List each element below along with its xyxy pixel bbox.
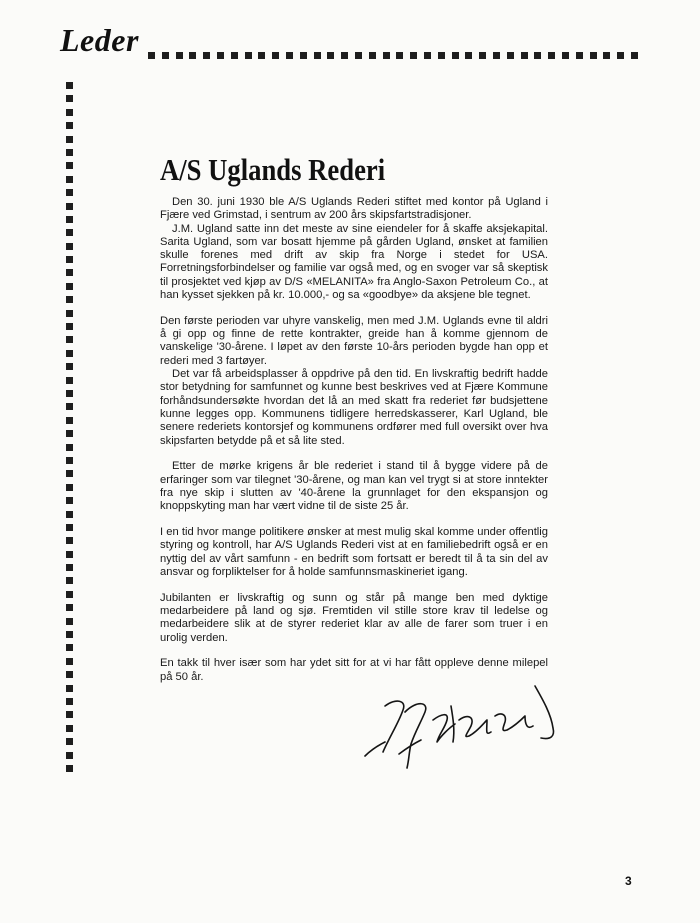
border-square xyxy=(562,52,569,59)
border-square xyxy=(66,725,73,732)
paragraph-thanks: En takk til hver især som har ydet sitt for at vi har fått oppleve denne milepel på 50 år. xyxy=(160,657,548,683)
border-square xyxy=(631,52,638,59)
border-square xyxy=(66,752,73,759)
border-square xyxy=(66,604,73,611)
border-square xyxy=(66,109,73,116)
border-square xyxy=(617,52,624,59)
border-square xyxy=(603,52,610,59)
article-body xyxy=(160,196,548,697)
border-square xyxy=(66,551,73,558)
border-square xyxy=(66,323,73,330)
left-square-border xyxy=(66,82,74,772)
border-square xyxy=(314,52,321,59)
border-square xyxy=(66,591,73,598)
border-square xyxy=(424,52,431,59)
border-square xyxy=(66,644,73,651)
border-square xyxy=(66,149,73,156)
border-square xyxy=(493,52,500,59)
border-square xyxy=(66,698,73,705)
border-square xyxy=(66,363,73,370)
border-square xyxy=(66,256,73,263)
border-square xyxy=(452,52,459,59)
paragraph-future: Jubilanten er livskraftig og sunn og står på mange ben med dyktige medarbeidere på land og sjø. Fremtiden vil stille store krav til ledelse og medarbeidere slik at de styrer rederiet klar av alle de farer som truer i en urolig verden. xyxy=(160,591,548,644)
border-square xyxy=(66,685,73,692)
border-square xyxy=(176,52,183,59)
border-square xyxy=(66,671,73,678)
border-square xyxy=(66,738,73,745)
border-square xyxy=(231,52,238,59)
border-square xyxy=(66,162,73,169)
border-square xyxy=(479,52,486,59)
border-square xyxy=(66,577,73,584)
border-square xyxy=(66,417,73,424)
border-square xyxy=(66,497,73,504)
border-square xyxy=(66,390,73,397)
border-square xyxy=(66,310,73,317)
border-square xyxy=(534,52,541,59)
border-square xyxy=(396,52,403,59)
paragraph-first-period: Den første perioden var uhyre vanskelig, men med J.M. Uglands evne til aldri å gi opp og finne de rette kontrakter, greide han å komme gjennom de vanskelige '30-årene. I løpet av den første 10-års perioden bygde han opp et rederi med 3 fartøyer. xyxy=(160,314,548,367)
border-square xyxy=(66,470,73,477)
paragraph-community: Det var få arbeidsplasser å oppdrive på den tid. En livskraftig bedrift hadde stor betydning for samfunnet og kunne best beskrives ved at Fjære Kommune forhåndsundersøkte hvordan det lå an med skatt fra rederiet før budsjettene kunne legges opp. Kommunens tidligere herredskasserer, Karl Ugland, ble senere rederiets kontorsjef og kommunens ordfører med full oversikt over hva skipsfarten betydde på et så lite sted. xyxy=(160,368,548,447)
border-square xyxy=(66,95,73,102)
border-square xyxy=(66,203,73,210)
border-square xyxy=(66,296,73,303)
border-square xyxy=(217,52,224,59)
border-square xyxy=(548,52,555,59)
border-square xyxy=(327,52,334,59)
border-square xyxy=(66,243,73,250)
border-square xyxy=(66,564,73,571)
border-square xyxy=(66,524,73,531)
border-square xyxy=(66,403,73,410)
border-square xyxy=(66,176,73,183)
border-square xyxy=(272,52,279,59)
signature xyxy=(355,676,565,776)
border-square xyxy=(66,216,73,223)
border-square xyxy=(245,52,252,59)
border-square xyxy=(66,350,73,357)
border-square xyxy=(465,52,472,59)
border-square xyxy=(66,484,73,491)
border-square xyxy=(66,336,73,343)
border-square xyxy=(521,52,528,59)
border-square xyxy=(66,189,73,196)
border-square xyxy=(341,52,348,59)
border-square xyxy=(66,269,73,276)
border-square xyxy=(66,444,73,451)
border-square xyxy=(66,82,73,89)
border-square xyxy=(410,52,417,59)
top-square-border xyxy=(148,52,638,61)
border-square xyxy=(66,511,73,518)
border-square xyxy=(66,457,73,464)
border-square xyxy=(590,52,597,59)
border-square xyxy=(203,52,210,59)
border-square xyxy=(66,430,73,437)
paragraph-founding: Den 30. juni 1930 ble A/S Uglands Rederi stiftet med kontor på Ugland i Fjære ved Grimstad, i sentrum av 200 års skipsfartstradisjoner. xyxy=(160,196,548,222)
border-square xyxy=(258,52,265,59)
border-square xyxy=(148,52,155,59)
page-number: 3 xyxy=(625,874,632,888)
paragraph-family-business: I en tid hvor mange politikere ønsker at mest mulig skal komme under offentlig styring og kontroll, har A/S Uglands Rederi vist at en familiebedrift også er en nyttig del av vårt samfunn - en bedrift som fortsatt er beredt til å ta sin del av ansvar og forpliktelser for å holde samfunnsmaskineriet igang. xyxy=(160,526,548,578)
border-square xyxy=(66,229,73,236)
border-square xyxy=(66,631,73,638)
border-square xyxy=(189,52,196,59)
border-square xyxy=(66,618,73,625)
border-square xyxy=(369,52,376,59)
border-square xyxy=(66,122,73,129)
paragraph-postwar: Etter de mørke krigens år ble rederiet i stand til å bygge videre på de erfaringer som var tilegnet '30-årene, og man kan vel trygt si at store inntekter fra nye skip i slutten av '40-årene la grunnlaget for den ekspansjon og knoppskyting man har vært vidne til de siste 25 år. xyxy=(160,460,548,513)
border-square xyxy=(66,283,73,290)
border-square xyxy=(66,658,73,665)
border-square xyxy=(383,52,390,59)
border-square xyxy=(66,537,73,544)
header-title: Leder xyxy=(60,22,139,58)
border-square xyxy=(300,52,307,59)
border-square xyxy=(438,52,445,59)
border-square xyxy=(576,52,583,59)
border-square xyxy=(66,136,73,143)
border-square xyxy=(162,52,169,59)
border-square xyxy=(66,765,73,772)
border-square xyxy=(66,377,73,384)
border-square xyxy=(66,711,73,718)
article-title: A/S Uglands Rederi xyxy=(160,152,386,187)
border-square xyxy=(286,52,293,59)
border-square xyxy=(507,52,514,59)
border-square xyxy=(355,52,362,59)
paragraph-capital: J.M. Ugland satte inn det meste av sine eiendeler for å skaffe aksjekapital. Sarita Ugland, som var bosatt hjemme på gården Ugland, ønsket at familien skulle forenes med drift av skip fra Norge i stedet for USA. Forretningsforbindelser og familie var også med, og en svoger var så skeptisk til prosjektet ved kjøp av D/S «MELANITA» fra Anglo-Saxon Petroleum Co., at han kysset sjekken på kr. 10.000,- og sa «goodbye» da aksjene ble tegnet. xyxy=(160,222,548,302)
